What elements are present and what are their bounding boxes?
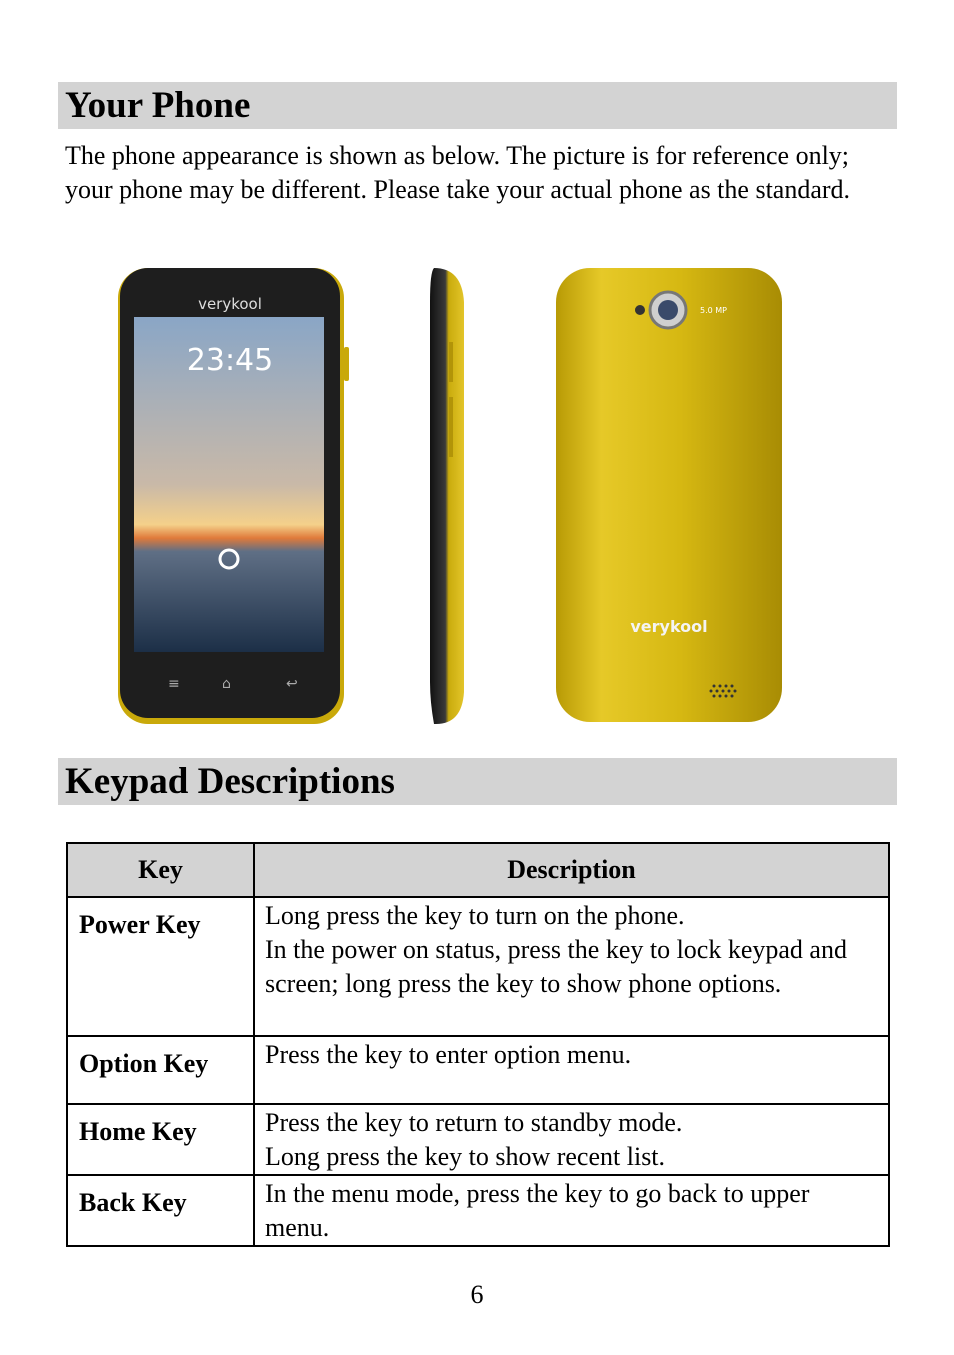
key-name: Power Key (67, 897, 254, 1036)
key-name: Option Key (67, 1036, 254, 1104)
screen-clock: 23:45 (186, 343, 274, 378)
key-name: Home Key (67, 1104, 254, 1175)
table-row (67, 1036, 889, 1104)
front-brand-label: verykool (198, 295, 262, 313)
section-heading-your-phone (58, 82, 897, 129)
key-description (254, 1104, 889, 1175)
back-brand-label: verykool (630, 617, 708, 636)
description-line: Long press the key to turn on the phone. (265, 901, 685, 930)
camera-megapixel-label: 5.0 MP (700, 306, 727, 315)
phone-illustration (110, 262, 800, 732)
table-row (67, 897, 889, 1036)
home-key-icon: ⌂ (222, 676, 231, 692)
key-name: Back Key (67, 1175, 254, 1246)
back-key-icon: ↩ (286, 676, 298, 692)
table-header-row (67, 843, 889, 897)
phone-figure (110, 262, 800, 732)
keypad-table (66, 842, 890, 1247)
phone-front (118, 268, 349, 724)
page-number: 6 (470, 1280, 484, 1309)
description-line: Press the key to enter option menu. (265, 1040, 632, 1069)
table-row (67, 1175, 889, 1246)
key-description (254, 1175, 889, 1246)
option-key-icon: ≡ (168, 676, 180, 692)
description-line: Long press the key to show recent list. (265, 1142, 666, 1171)
header-description: Description (254, 843, 889, 897)
phone-side (430, 268, 464, 724)
description-line: In the power on status, press the key to lock keypad and screen; long press the key to show phone options. (265, 935, 847, 998)
section-title: Your Phone (65, 85, 251, 126)
description-line: In the menu mode, press the key to go back to upper menu. (265, 1179, 810, 1242)
table-row (67, 1104, 889, 1175)
description-line: Press the key to return to standby mode. (265, 1108, 683, 1137)
flash-icon (635, 305, 645, 315)
header-key: Key (67, 843, 254, 897)
key-description (254, 1036, 889, 1104)
phone-back (556, 268, 782, 722)
section-title: Keypad Descriptions (65, 761, 395, 802)
section-heading-keypad (58, 758, 897, 805)
key-description (254, 897, 889, 1036)
intro-paragraph: The phone appearance is shown as below. The picture is for reference only; your phone may be different. Please take your actual phone as the standard. (65, 141, 851, 204)
